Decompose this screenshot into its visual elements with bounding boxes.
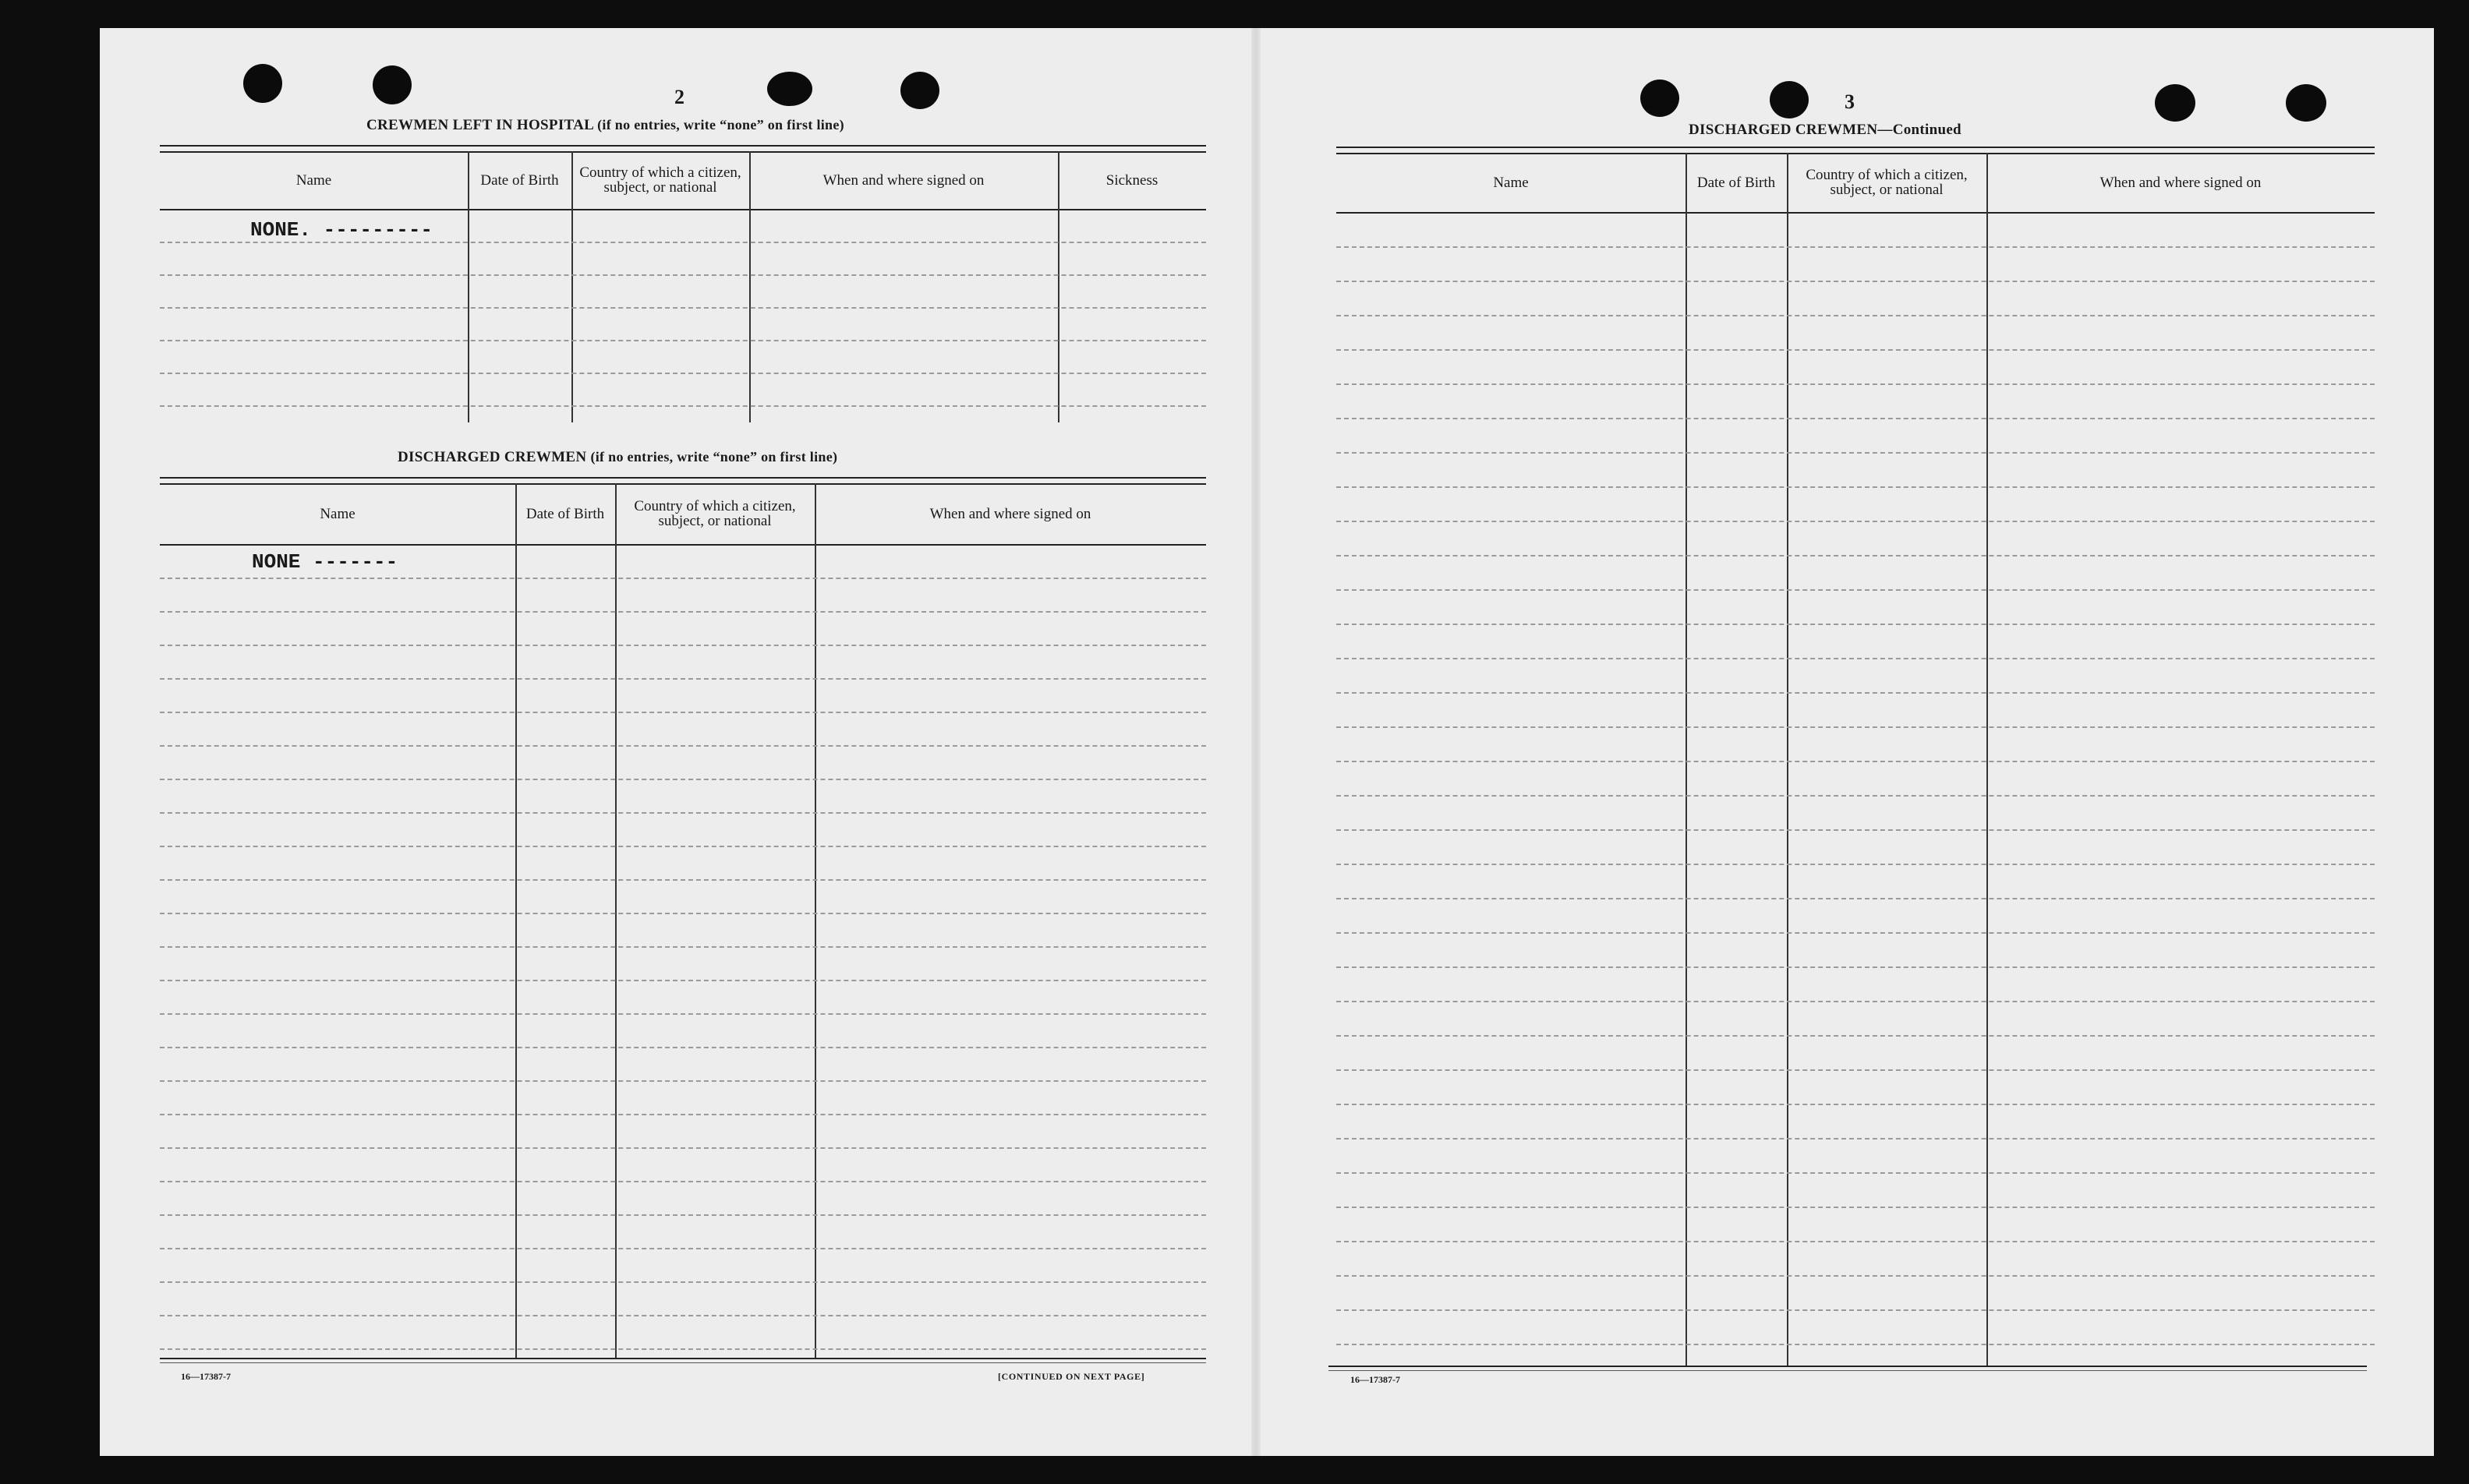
column-header-country: Country of which a citizen, subject, or national xyxy=(634,498,796,529)
entry-line xyxy=(1336,589,2375,591)
right-bottom-rule xyxy=(1328,1366,2367,1371)
column-header-name: Name xyxy=(320,505,355,522)
column-header-dob: Date of Birth xyxy=(1696,174,1776,191)
form-number-left: 16—17387-7 xyxy=(181,1371,231,1382)
page-spine xyxy=(1251,28,1261,1456)
entry-line xyxy=(1336,829,2375,831)
entry-line xyxy=(1336,1069,2375,1071)
punch-hole xyxy=(2286,84,2326,122)
column-header-name: Name xyxy=(295,171,332,189)
entry-line xyxy=(1336,1138,2375,1140)
column-divider xyxy=(571,151,573,422)
entry-line xyxy=(1336,383,2375,385)
entry-line xyxy=(160,980,1206,981)
entry-line xyxy=(160,242,1206,243)
entry-line xyxy=(1336,1001,2375,1002)
continued-table xyxy=(1336,153,2375,1366)
left-bottom-rule xyxy=(160,1358,1206,1363)
page-number-right: 3 xyxy=(1845,90,1855,113)
entry-line xyxy=(1336,246,2375,248)
punch-hole xyxy=(373,65,412,104)
entry-line xyxy=(160,913,1206,914)
punch-hole xyxy=(900,72,939,109)
column-divider xyxy=(468,151,469,422)
punch-hole xyxy=(2155,84,2195,122)
continued-section-title: DISCHARGED CREWMEN—Continued xyxy=(1689,122,1961,138)
column-header-dob: Date of Birth xyxy=(480,171,559,189)
entry-line xyxy=(1336,1344,2375,1345)
entry-line xyxy=(160,1248,1206,1249)
entry-line xyxy=(1336,1309,2375,1311)
entry-line xyxy=(160,373,1206,374)
entry-line xyxy=(1336,898,2375,899)
entry-line xyxy=(1336,1241,2375,1242)
entry-line xyxy=(160,712,1206,713)
entry-line xyxy=(1336,315,2375,316)
hospital-section-title xyxy=(366,117,844,134)
entry-line xyxy=(160,1315,1206,1316)
hospital-title-text: CREWMEN LEFT IN HOSPITAL xyxy=(366,117,594,133)
entry-line xyxy=(160,611,1206,613)
punch-hole xyxy=(243,64,282,103)
typed-entry: NONE ------- xyxy=(252,550,398,574)
entry-line xyxy=(1336,761,2375,762)
column-header-sickness: Sickness xyxy=(1105,171,1158,189)
discharged-table xyxy=(160,483,1206,1358)
entry-line xyxy=(160,274,1206,276)
entry-line xyxy=(160,678,1206,680)
column-header-name: Name xyxy=(1493,174,1529,191)
entry-line xyxy=(1336,452,2375,454)
column-divider xyxy=(1986,153,1988,1366)
entry-line xyxy=(160,1047,1206,1048)
entry-line xyxy=(1336,624,2375,625)
column-header-dob: Date of Birth xyxy=(525,505,605,522)
entry-line xyxy=(1336,555,2375,556)
entry-line xyxy=(160,1080,1206,1082)
entry-line xyxy=(1336,795,2375,797)
typed-entry: NONE. --------- xyxy=(250,218,433,242)
page-number-left: 2 xyxy=(674,86,684,108)
entry-line xyxy=(160,578,1206,579)
entry-line xyxy=(160,1181,1206,1182)
entry-line xyxy=(1336,692,2375,694)
entry-line xyxy=(1336,966,2375,968)
punch-hole xyxy=(1770,81,1809,118)
entry-line xyxy=(160,645,1206,646)
column-divider xyxy=(749,151,751,422)
entry-line xyxy=(1336,1104,2375,1105)
column-divider xyxy=(815,483,816,1358)
entry-line xyxy=(1336,1275,2375,1277)
entry-line xyxy=(160,1013,1206,1015)
column-header-country: Country of which a citizen, subject, or national xyxy=(1806,167,1968,198)
entry-line xyxy=(1336,1207,2375,1208)
entry-line xyxy=(1336,864,2375,865)
punch-hole xyxy=(1640,80,1679,117)
entry-line xyxy=(160,340,1206,341)
entry-line xyxy=(1336,932,2375,934)
entry-line xyxy=(1336,521,2375,522)
column-divider xyxy=(515,483,517,1358)
entry-line xyxy=(160,1348,1206,1350)
continued-note: [CONTINUED ON NEXT PAGE] xyxy=(998,1371,1145,1382)
hospital-table xyxy=(160,151,1206,422)
entry-line xyxy=(160,1147,1206,1149)
hospital-instruction: (if no entries, write “none” on first line) xyxy=(597,117,844,132)
column-divider xyxy=(1058,151,1059,422)
punch-hole xyxy=(767,72,812,106)
entry-line xyxy=(160,1281,1206,1283)
column-header-signed_on: When and where signed on xyxy=(822,171,985,189)
column-divider xyxy=(1787,153,1788,1366)
entry-line xyxy=(160,846,1206,847)
entry-line xyxy=(1336,726,2375,728)
entry-line xyxy=(1336,658,2375,659)
entry-line xyxy=(1336,486,2375,488)
discharged-title-text: DISCHARGED CREWMEN xyxy=(398,449,587,465)
column-divider xyxy=(615,483,617,1358)
entry-line xyxy=(160,1114,1206,1115)
column-header-signed_on: When and where signed on xyxy=(2099,174,2262,191)
entry-line xyxy=(160,405,1206,407)
column-header-country: Country of which a citizen, subject, or national xyxy=(579,164,741,196)
entry-line xyxy=(160,812,1206,814)
entry-line xyxy=(160,745,1206,747)
form-number-right: 16—17387-7 xyxy=(1350,1374,1400,1385)
entry-line xyxy=(1336,1035,2375,1037)
entry-line xyxy=(1336,1172,2375,1174)
column-header-signed_on: When and where signed on xyxy=(929,505,1091,522)
entry-line xyxy=(160,307,1206,309)
entry-line xyxy=(160,946,1206,948)
discharged-section-title xyxy=(398,449,837,466)
entry-line xyxy=(160,779,1206,780)
entry-line xyxy=(1336,349,2375,351)
entry-line xyxy=(1336,418,2375,419)
entry-line xyxy=(160,879,1206,881)
entry-line xyxy=(1336,281,2375,282)
entry-line xyxy=(160,1214,1206,1216)
column-divider xyxy=(1685,153,1687,1366)
discharged-instruction: (if no entries, write “none” on first line) xyxy=(590,449,838,465)
